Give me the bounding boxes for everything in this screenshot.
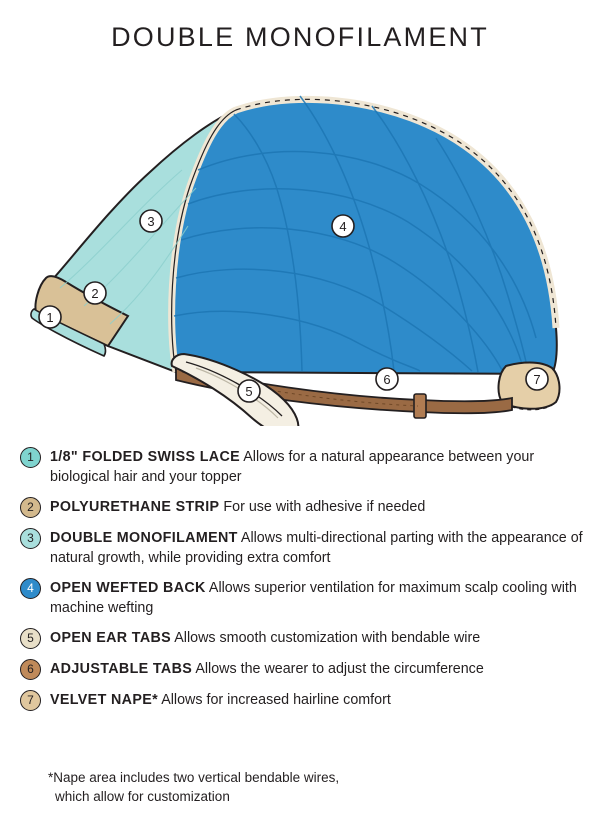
footnote-line-1: *Nape area includes two vertical bendable wires, xyxy=(48,770,340,785)
legend-label-2: POLYURETHANE STRIP xyxy=(50,499,220,515)
callout-label-1: 1 xyxy=(46,310,54,325)
legend-item-1 xyxy=(20,446,586,487)
legend-bullet-3: 3 xyxy=(20,528,41,549)
legend-label-3: DOUBLE MONOFILAMENT xyxy=(50,530,238,546)
callout-label-2: 2 xyxy=(91,286,99,301)
legend-text-2 xyxy=(50,496,425,517)
legend-item-2 xyxy=(20,496,586,518)
footnote-line-2: which allow for customization xyxy=(55,789,230,804)
legend-label-7: VELVET NAPE* xyxy=(50,692,159,708)
legend-item-7 xyxy=(20,689,586,711)
legend-text-5 xyxy=(50,627,480,648)
callout-label-4: 4 xyxy=(339,219,347,234)
legend-desc-3: Allows multi-directional parting with the appearance of natural growth, while providing extra comfort xyxy=(50,530,583,566)
legend-label-5: OPEN EAR TABS xyxy=(50,630,172,646)
callout-label-3: 3 xyxy=(147,214,155,229)
legend-text-4 xyxy=(50,577,586,618)
footnote xyxy=(48,768,339,806)
legend-bullet-7: 7 xyxy=(20,690,41,711)
legend-bullet-4: 4 xyxy=(20,578,41,599)
legend-bullet-6: 6 xyxy=(20,659,41,680)
cap-outline-group xyxy=(31,96,560,426)
legend xyxy=(20,446,586,720)
legend-text-1 xyxy=(50,446,586,487)
legend-label-6: ADJUSTABLE TABS xyxy=(50,661,193,677)
callout-label-5: 5 xyxy=(245,384,253,399)
legend-desc-2: For use with adhesive if needed xyxy=(223,499,426,515)
legend-item-5 xyxy=(20,627,586,649)
legend-item-6 xyxy=(20,658,586,680)
legend-bullet-1: 1 xyxy=(20,447,41,468)
legend-item-3 xyxy=(20,527,586,568)
adjustable-tab-buckle xyxy=(414,394,426,418)
legend-bullet-5: 5 xyxy=(20,628,41,649)
callout-label-6: 6 xyxy=(383,372,391,387)
legend-desc-5: Allows smooth customization with bendable wire xyxy=(174,630,481,646)
legend-text-3 xyxy=(50,527,586,568)
legend-bullet-2: 2 xyxy=(20,497,41,518)
adjustable-tab-strap-right xyxy=(420,398,512,413)
cap-construction-diagram xyxy=(0,66,600,426)
legend-label-4: OPEN WEFTED BACK xyxy=(50,580,206,596)
legend-text-7 xyxy=(50,689,391,710)
legend-item-4 xyxy=(20,577,586,618)
legend-desc-4: Allows superior ventilation for maximum scalp cooling with machine wefting xyxy=(50,580,577,616)
legend-label-1: 1/8" FOLDED SWISS LACE xyxy=(50,449,241,465)
legend-desc-6: Allows the wearer to adjust the circumference xyxy=(195,661,484,677)
legend-text-6 xyxy=(50,658,484,679)
open-wefted-back-region xyxy=(172,99,557,374)
callout-label-7: 7 xyxy=(533,372,541,387)
page-title: DOUBLE MONOFILAMENT xyxy=(111,22,489,52)
legend-desc-7: Allows for increased hairline comfort xyxy=(161,692,391,708)
legend-desc-1: Allows for a natural appearance between your biological hair and your topper xyxy=(50,449,535,485)
